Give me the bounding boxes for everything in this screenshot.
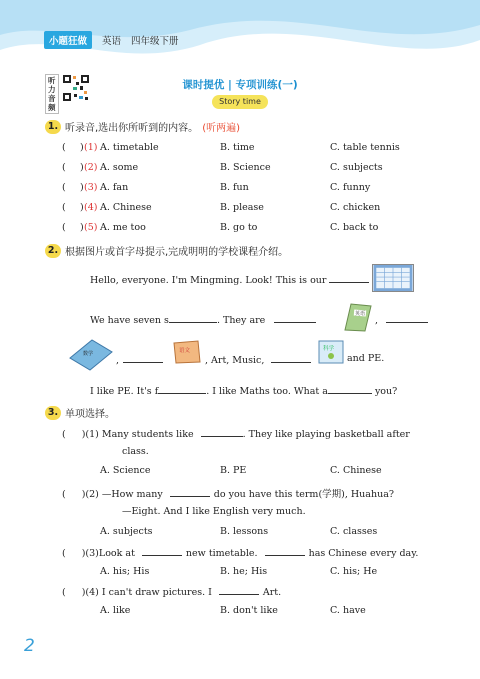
- mc-question-2-cont: —Eight. And I like English very much.: [122, 506, 306, 517]
- answer-blank[interactable]: [201, 427, 243, 437]
- comma-blank: ,: [375, 313, 428, 326]
- mc-question-1: ( )(1) Many students like . They like playing basketball after: [62, 429, 410, 440]
- passage-line-3b: , Art, Music,: [205, 353, 311, 366]
- page-title: 课时提优 | 专项训练(一): [182, 79, 298, 91]
- svg-text:英语: 英语: [355, 311, 366, 317]
- mc-question-4: ( )(4) I can't draw pictures. I Art.: [62, 587, 282, 598]
- mc-options-1: [62, 465, 462, 479]
- option-b[interactable]: B. PE: [220, 465, 247, 476]
- qr-label: 听 力 音 频: [45, 74, 59, 114]
- svg-text:语文: 语文: [179, 348, 191, 354]
- answer-blank[interactable]: [329, 273, 369, 283]
- answer-blank[interactable]: [142, 546, 182, 556]
- passage-line-3: ,: [116, 353, 163, 366]
- mc-options-4: [62, 605, 462, 619]
- section-hint: (听两遍): [202, 123, 240, 134]
- passage-line-2: We have seven s . They are: [90, 313, 316, 326]
- chinese-book-image: [172, 340, 202, 364]
- mc-question-1-cont: class.: [122, 446, 149, 457]
- grade-label: 四年级下册: [131, 36, 179, 47]
- listening-item: ( ) (3) A. fan B. fun C. funny: [62, 182, 371, 193]
- answer-blank[interactable]: [386, 313, 428, 323]
- science-book-image: [318, 340, 344, 364]
- english-book-image: [341, 302, 373, 332]
- brand-badge: 小题狂做: [44, 31, 92, 49]
- section-number: 2.: [45, 244, 61, 258]
- option-a[interactable]: A. his; His: [100, 566, 150, 577]
- section-number: 3.: [45, 406, 61, 420]
- passage-line-3c: and PE.: [347, 353, 385, 364]
- answer-blank[interactable]: [169, 313, 217, 323]
- mc-question-3: ( )(3)Look at new timetable. has Chinese every day.: [62, 548, 419, 559]
- listening-item: ( ) (2) A. some B. Science C. subjects: [62, 162, 383, 173]
- svg-text:数学: 数学: [83, 351, 94, 357]
- option-b[interactable]: B. lessons: [220, 526, 269, 537]
- answer-blank[interactable]: [123, 353, 163, 363]
- timetable-image: [372, 264, 414, 292]
- answer-blank[interactable]: [274, 313, 316, 323]
- option-c[interactable]: C. Chinese: [330, 465, 382, 476]
- answer-blank[interactable]: [271, 353, 311, 363]
- option-a[interactable]: A. Science: [100, 465, 151, 476]
- mc-options-2: [62, 526, 462, 540]
- section-instruction: 单项选择。: [65, 409, 115, 420]
- passage-line-4: I like PE. It's f . I like Maths too. What a you?: [90, 386, 398, 397]
- page-number: 2: [24, 636, 35, 656]
- answer-blank[interactable]: [328, 384, 372, 394]
- listening-item: ( ) (1) A. timetable B. time C. table tennis: [62, 142, 400, 153]
- maths-book-image: [68, 338, 114, 372]
- option-a[interactable]: A. like: [100, 605, 131, 616]
- section-instruction: 根据图片或首字母提示,完成明明的学校课程介绍。: [65, 247, 289, 258]
- answer-blank[interactable]: [265, 546, 305, 556]
- svg-text:科学: 科学: [323, 346, 335, 352]
- option-c[interactable]: C. have: [330, 605, 366, 616]
- passage-line-1: Hello, everyone. I'm Mingming. Look! This is our: [90, 273, 369, 286]
- answer-blank[interactable]: [219, 585, 259, 595]
- page-header: [44, 31, 179, 49]
- option-b[interactable]: B. don't like: [220, 605, 278, 616]
- listening-item: ( ) (4) A. Chinese B. please C. chicken: [62, 202, 381, 213]
- section-instruction: 听录音,选出你所听到的内容。: [65, 123, 199, 134]
- answer-blank[interactable]: [170, 487, 210, 497]
- section-1-header: [45, 119, 240, 134]
- section-3-header: [45, 405, 115, 420]
- option-a[interactable]: A. subjects: [100, 526, 153, 537]
- story-time-badge: Story time: [212, 95, 268, 109]
- section-number: 1.: [45, 120, 61, 134]
- mc-question-2: ( )(2) —How many do you have this term(学期), Huahua?: [62, 489, 394, 500]
- option-c[interactable]: C. classes: [330, 526, 378, 537]
- section-2-header: [45, 243, 288, 258]
- option-c[interactable]: C. his; He: [330, 566, 378, 577]
- option-b[interactable]: B. he; His: [220, 566, 268, 577]
- subject-label: 英语: [102, 36, 122, 47]
- listening-item: ( ) (5) A. me too B. go to C. back to: [62, 222, 379, 233]
- mc-options-3: [62, 566, 462, 580]
- answer-blank[interactable]: [158, 384, 206, 394]
